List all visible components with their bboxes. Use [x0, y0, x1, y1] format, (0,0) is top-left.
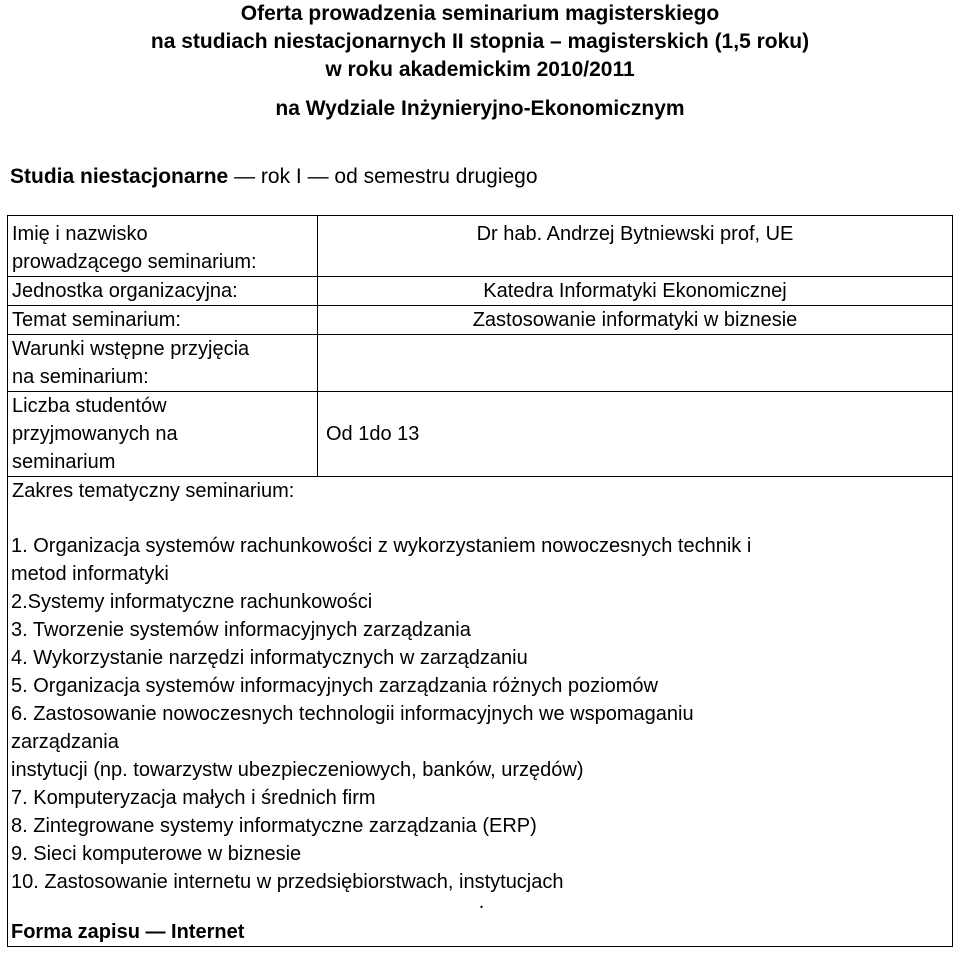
row-jednostka	[8, 277, 953, 306]
prowadzacy-value	[318, 216, 953, 277]
topic-line: 4. Wykorzystanie narzędzi informatycznych w zarządzaniu	[11, 647, 528, 669]
liczba-value-text: Od 1do 13	[326, 423, 420, 445]
row-temat	[8, 306, 953, 335]
liczba-value	[318, 392, 953, 477]
header-line-1: Oferta prowadzenia seminarium magisterskiego	[240, 2, 720, 25]
jednostka-label-text: Jednostka organizacyjna:	[12, 280, 238, 302]
row-liczba	[8, 392, 953, 477]
header-line-3: w roku akademickim 2010/2011	[325, 58, 635, 81]
jednostka-value-text: Katedra Informatyki Ekonomicznej	[483, 280, 787, 302]
topic-line: 7. Komputeryzacja małych i średnich firm	[11, 787, 376, 809]
topic-line: 8. Zintegrowane systemy informatyczne zarządzania (ERP)	[11, 815, 537, 837]
topic-line: 3. Tworzenie systemów informacyjnych zarządzania	[11, 619, 471, 641]
prowadzacy-label-1: Imię i nazwisko	[12, 223, 148, 245]
forma-zapisu: Forma zapisu — Internet	[11, 921, 245, 943]
liczba-label-2: przyjmowanych na	[12, 423, 178, 445]
liczba-label	[8, 392, 318, 477]
topic-line: metod informatyki	[11, 563, 169, 585]
temat-label-text: Temat seminarium:	[12, 309, 181, 331]
jednostka-value	[318, 277, 953, 306]
warunki-label-2: na seminarium:	[12, 366, 149, 388]
jednostka-label	[8, 277, 318, 306]
trailing-dot: .	[478, 891, 485, 913]
warunki-label-1: Warunki wstępne przyjęcia	[12, 338, 250, 360]
zakres-cell	[8, 477, 953, 947]
liczba-label-1: Liczba studentów	[12, 395, 167, 417]
studia-rest: — rok I — od semestru drugiego	[228, 165, 538, 188]
zakres-label: Zakres tematyczny seminarium:	[12, 480, 295, 502]
row-zakres	[8, 477, 953, 947]
studia-bold: Studia niestacjonarne	[10, 165, 229, 188]
temat-value	[318, 306, 953, 335]
prowadzacy-label	[8, 216, 318, 277]
topic-line: 10. Zastosowanie internetu w przedsiębiorstwach, instytucjach	[11, 871, 564, 893]
topic-line: zarządzania	[11, 731, 119, 753]
row-prowadzacy	[8, 216, 953, 277]
topic-line: instytucji (np. towarzystw ubezpieczeniowych, banków, urzędów)	[11, 759, 584, 781]
topic-line: 6. Zastosowanie nowoczesnych technologii informacyjnych we wspomaganiu	[11, 703, 694, 725]
prowadzacy-value-text: Dr hab. Andrzej Bytniewski prof, UE	[476, 223, 794, 245]
warunki-value	[318, 335, 953, 392]
row-warunki	[8, 335, 953, 392]
header-line-2: na studiach niestacjonarnych II stopnia – magisterskich (1,5 roku)	[150, 30, 810, 53]
prowadzacy-label-2: prowadzącego seminarium:	[12, 251, 257, 273]
liczba-label-3: seminarium	[12, 451, 116, 473]
topic-line: 5. Organizacja systemów informacyjnych zarządzania różnych poziomów	[11, 675, 658, 697]
topic-line: 1. Organizacja systemów rachunkowości z wykorzystaniem nowoczesnych technik i	[11, 535, 752, 557]
temat-label	[8, 306, 318, 335]
topic-line: 2.Systemy informatyczne rachunkowości	[11, 591, 373, 613]
studia-line	[10, 163, 538, 191]
topic-line: 9. Sieci komputerowe w biznesie	[11, 843, 302, 865]
seminar-table	[7, 215, 953, 947]
temat-value-text: Zastosowanie informatyki w biznesie	[472, 309, 798, 331]
warunki-label	[8, 335, 318, 392]
header-line-4: na Wydziale Inżynieryjno-Ekonomicznym	[275, 97, 685, 120]
